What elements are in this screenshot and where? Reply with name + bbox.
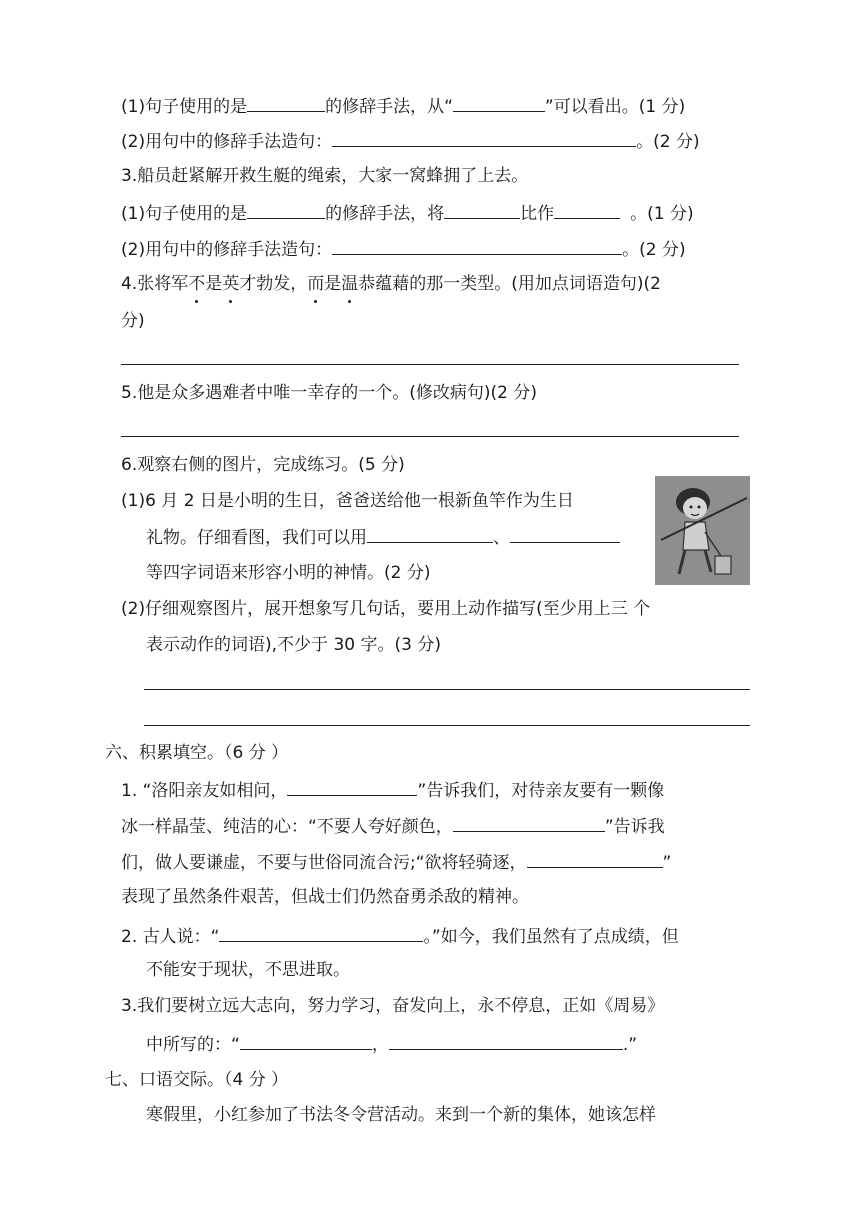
text: 2. 古人说：“ [121, 927, 220, 947]
text: ， [371, 1035, 389, 1055]
q3-part2 [121, 236, 686, 262]
sec6-item2-line2: 不能安于现状，不思进取。 [146, 960, 350, 980]
boy-with-fishing-rod-icon [655, 476, 750, 585]
text: .” [622, 1035, 638, 1055]
q6-part1-line3: 等四字词语来形容小明的神情。(2 分) [146, 563, 431, 583]
q5-answer-line[interactable] [121, 436, 739, 437]
sec6-item1-line2 [121, 813, 665, 839]
q6-answer-line-1[interactable] [144, 689, 750, 690]
text: ”告诉我 [604, 817, 665, 837]
answer-blank[interactable] [554, 200, 620, 219]
answer-blank[interactable] [332, 128, 636, 147]
answer-blank[interactable] [444, 200, 520, 219]
answer-blank[interactable] [453, 93, 545, 112]
q6-part2-line2: 表示动作的词语),不少于 30 字。(3 分) [146, 635, 441, 655]
text: 的修辞手法，将 [325, 204, 445, 224]
text: 。(2 分) [622, 240, 686, 260]
q6-part1-line1: (1)6 月 2 日是小明的生日，爸爸送给他一根新鱼竿作为生日 [121, 491, 574, 511]
text: 们，做人要谦虚，不要与世俗同流合污;“欲将轻骑逐， [121, 853, 527, 873]
text: 4.张将军 [121, 274, 189, 294]
text: 是 [324, 274, 342, 294]
sec6-item1-line4: 表现了虽然条件艰苦，但战士们仍然奋勇杀敌的精神。 [121, 887, 529, 907]
text: (2)用句中的修辞手法造句： [121, 240, 333, 260]
sec6-item1-line3 [121, 849, 671, 875]
q4-stem [121, 272, 661, 296]
dotted-char: 而 [307, 274, 325, 294]
text: 1. “洛阳亲友如相问， [121, 781, 288, 801]
text: 礼物。仔细看图，我们可以用 [146, 528, 367, 548]
dotted-char: 不 [188, 274, 206, 294]
q3-part1 [121, 200, 694, 226]
answer-blank[interactable] [247, 93, 325, 112]
text: 。(2 分) [636, 132, 700, 152]
answer-blank[interactable] [510, 524, 620, 543]
text: 冰一样晶莹、纯洁的心：“不要人夸好颜色， [121, 817, 453, 837]
q5-stem: 5.他是众多遇难者中唯一幸存的一个。(修改病句)(2 分) [121, 383, 537, 403]
q6-answer-line-2[interactable] [144, 725, 750, 726]
text: 、 [493, 528, 510, 548]
sec6-item2-line1 [121, 923, 679, 949]
answer-blank[interactable] [287, 777, 417, 796]
answer-blank[interactable] [367, 524, 493, 543]
text: 比作 [520, 204, 555, 224]
text: (1)句子使用的是 [121, 204, 248, 224]
dotted-char: 温 [341, 274, 359, 294]
text: ”告诉我们，对待亲友要有一颗像 [417, 781, 665, 801]
sec6-item1-line1 [121, 777, 664, 803]
answer-blank[interactable] [453, 813, 605, 832]
section-7-title: 七、口语交际。（4 分 ） [105, 1070, 289, 1090]
sec6-item3-line1: 3.我们要树立远大志向，努力学习，奋发向上，永不停息，正如《周易》 [121, 996, 665, 1016]
q6-part1-line2 [146, 524, 620, 550]
answer-blank[interactable] [527, 849, 663, 868]
text: 。”如今，我们虽然有了点成绩，但 [423, 927, 679, 947]
q2-part1 [121, 93, 685, 119]
section-6-title: 六、积累填空。（6 分 ） [105, 743, 289, 763]
q6-part2-line1: (2)仔细观察图片，展开想象写几句话，要用上动作描写(至少用上三 个 [121, 599, 651, 619]
sec7-text-line1: 寒假里，小红参加了书法冬令营活动。来到一个新的集体，她该怎样 [146, 1105, 656, 1125]
text: ” [662, 853, 672, 873]
text: (2)用句中的修辞手法造句： [121, 132, 333, 152]
q4-answer-line[interactable] [121, 364, 739, 365]
answer-blank[interactable] [240, 1031, 372, 1050]
sec6-item3-line2 [146, 1031, 637, 1057]
q2-part2 [121, 128, 700, 154]
text: 。(1 分) [630, 204, 694, 224]
answer-blank[interactable] [389, 1031, 623, 1050]
text: 恭蕴藉的那一类型。(用加点词语造句)(2 [358, 274, 661, 294]
text: (1)句子使用的是 [121, 97, 248, 117]
q4-stem-cont: 分) [121, 311, 145, 331]
answer-blank[interactable] [219, 923, 423, 942]
q6-stem: 6.观察右侧的图片，完成练习。(5 分) [121, 455, 405, 475]
q3-stem: 3.船员赶紧解开救生艇的绳索，大家一窝蜂拥了上去。 [121, 166, 529, 186]
answer-blank[interactable] [247, 200, 325, 219]
text: 的修辞手法，从“ [325, 97, 453, 117]
text: 中所写的：“ [146, 1035, 240, 1055]
answer-blank[interactable] [332, 236, 622, 255]
text: 才勃发， [239, 274, 308, 294]
text: 是 [205, 274, 223, 294]
text: ”可以看出。(1 分) [544, 97, 686, 117]
dotted-char: 英 [222, 274, 240, 294]
